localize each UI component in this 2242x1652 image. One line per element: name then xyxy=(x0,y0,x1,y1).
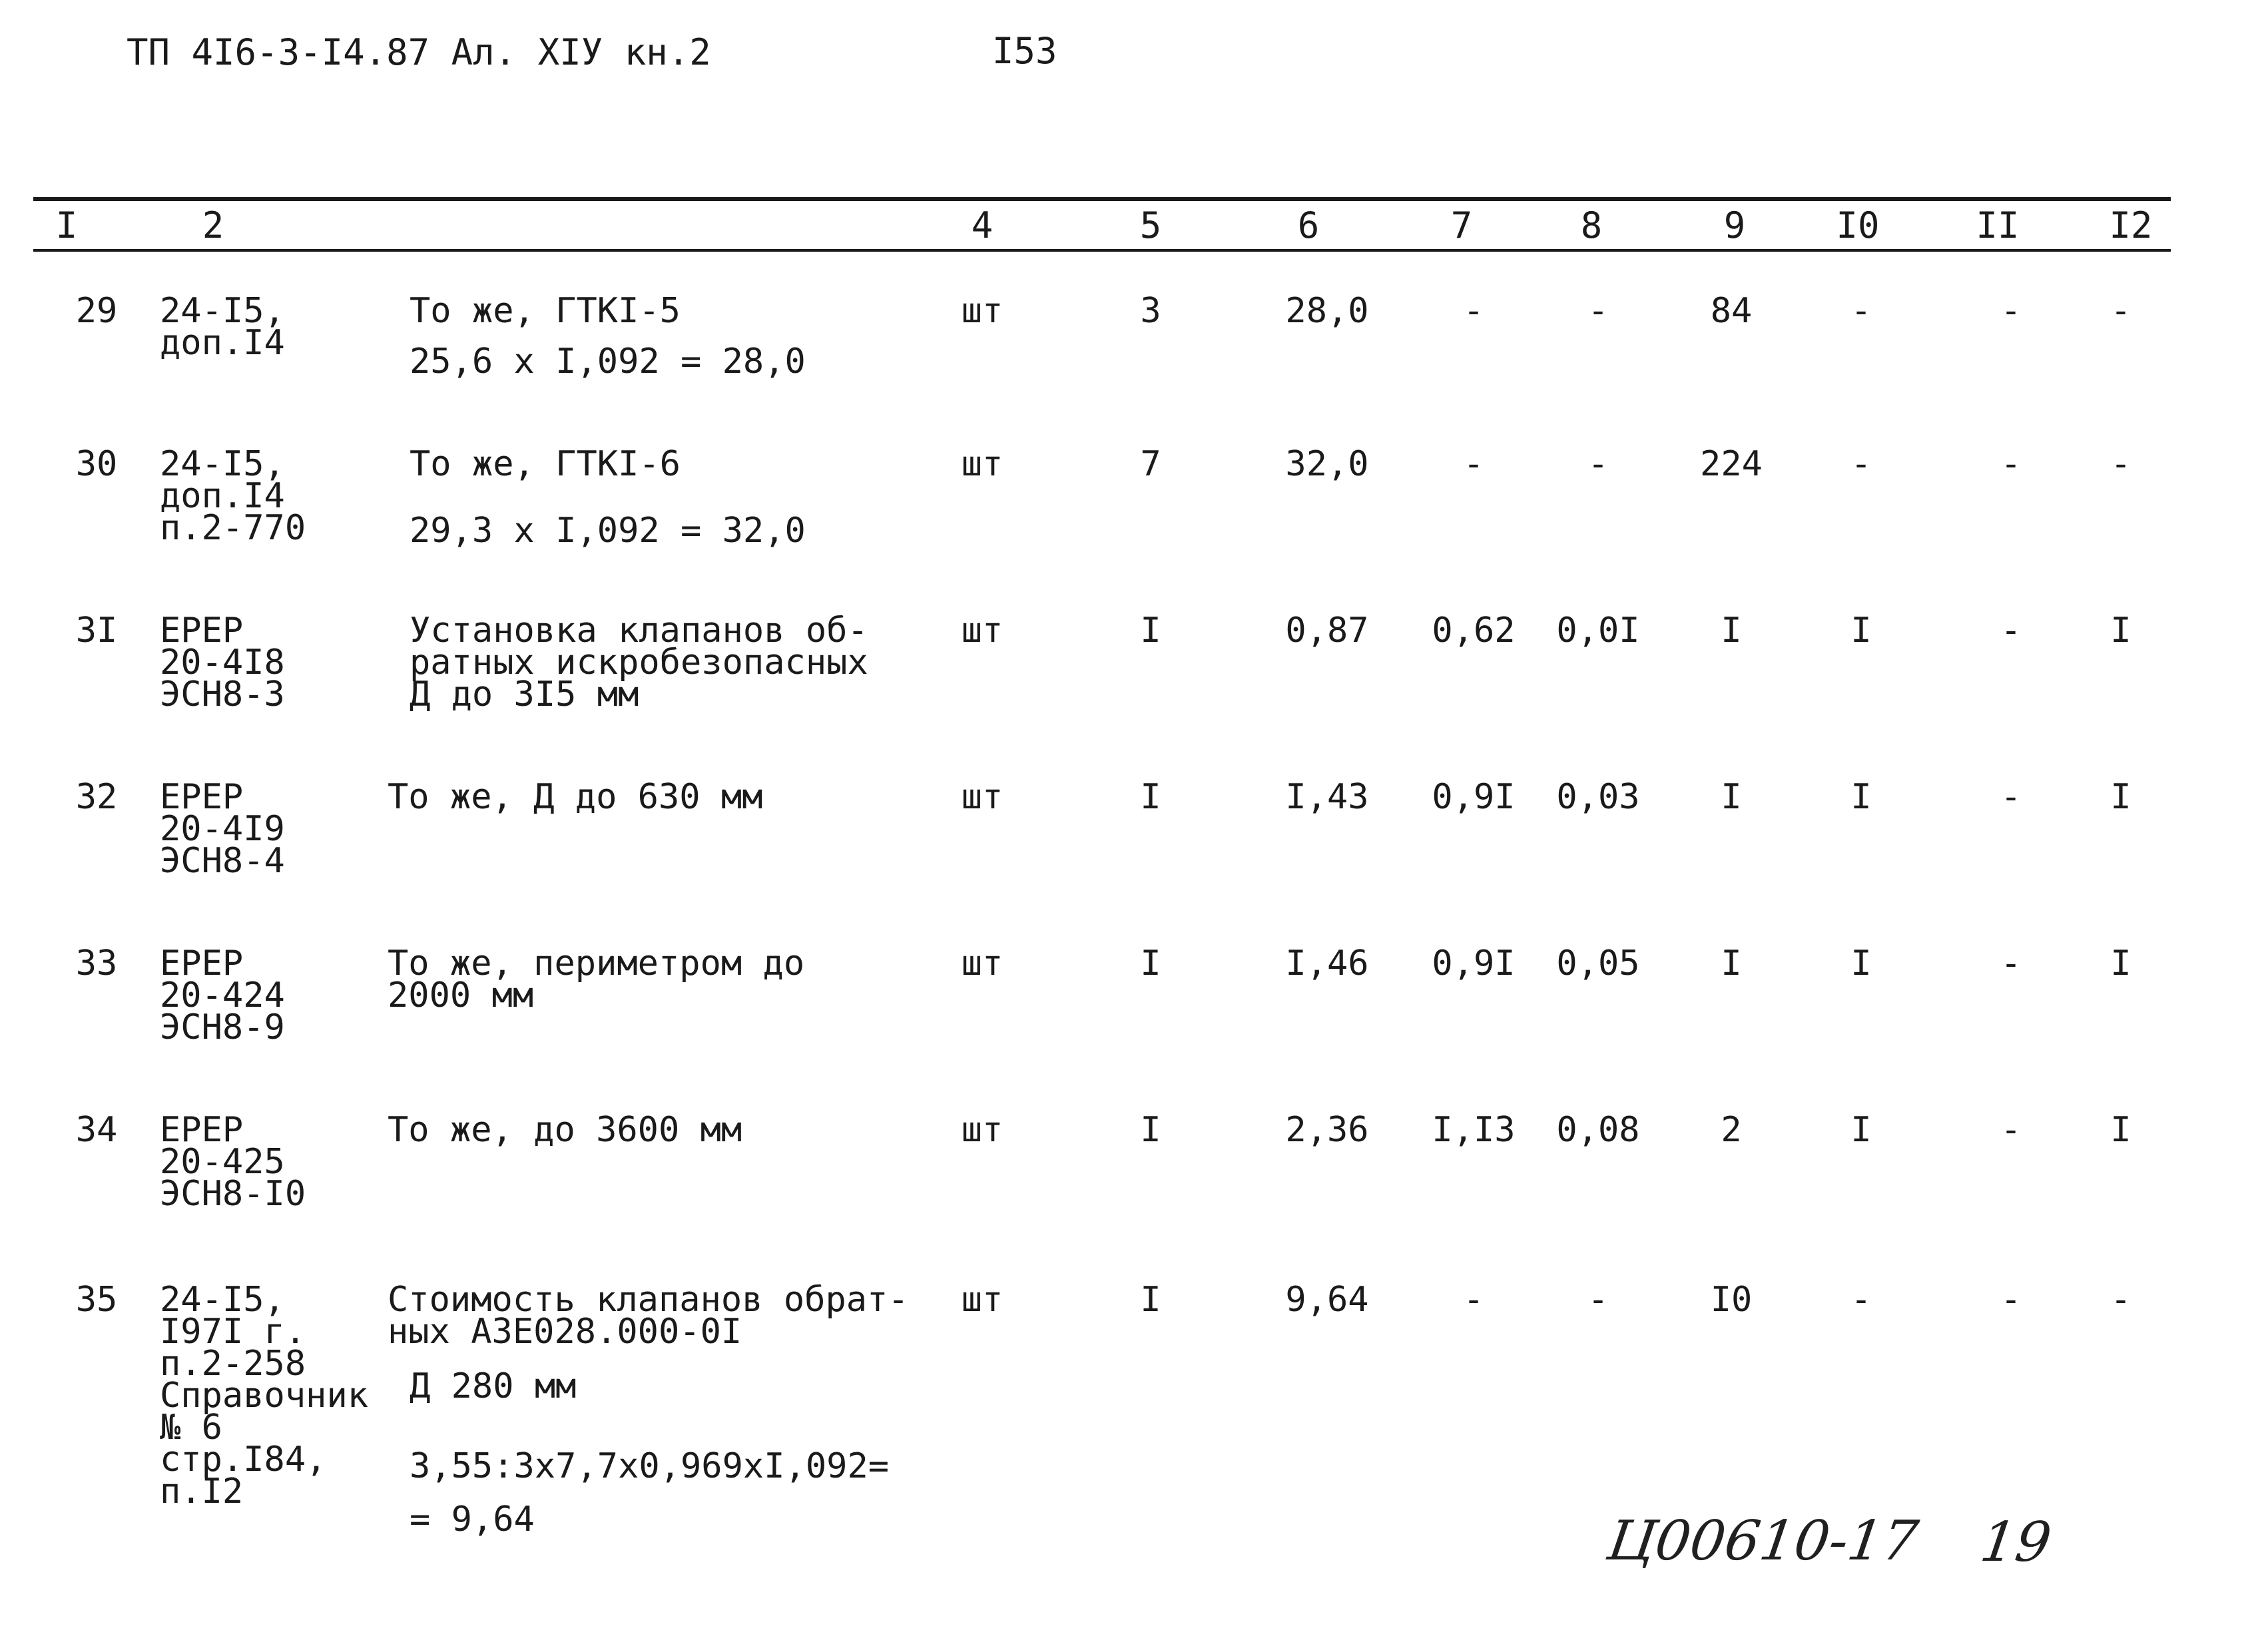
column-header-rule xyxy=(33,249,2171,252)
description-line: То же, до 3600 мм xyxy=(388,1110,742,1150)
norm-code-line: п.2-258 xyxy=(160,1344,306,1384)
row-number: 29 xyxy=(75,291,118,331)
norm-code-line: № 6 xyxy=(160,1408,222,1448)
description-line: То же, ГТКI-5 xyxy=(410,291,681,331)
norm-code-line: п.I2 xyxy=(160,1472,244,1512)
column-number-5: 6 xyxy=(1297,204,1320,246)
cell-c7: - xyxy=(1463,444,1484,484)
norm-code-line: ЕРЕР xyxy=(160,777,244,817)
norm-code-line: ЕРЕР xyxy=(160,944,244,983)
cell-qty: I xyxy=(1140,1110,1161,1150)
cell-c11: - xyxy=(2000,611,2022,651)
cell-c8: - xyxy=(1587,1280,1609,1320)
norm-code-line: ЭСН8-4 xyxy=(160,841,285,881)
row-number: 30 xyxy=(75,444,118,484)
cell-c12: - xyxy=(2110,444,2131,484)
cell-c12: I xyxy=(2110,777,2131,817)
handwritten-code: Ц00610-17 xyxy=(1603,1510,1922,1573)
column-number-6: 7 xyxy=(1450,204,1473,246)
column-number-1: I xyxy=(55,204,78,246)
column-number-9: I0 xyxy=(1836,204,1880,246)
norm-code-line: 20-4I9 xyxy=(160,809,285,849)
column-number-4: 5 xyxy=(1139,204,1162,246)
cell-c6: I,46 xyxy=(1285,944,1369,983)
cell-c9: 224 xyxy=(1700,444,1763,484)
norm-code-line: доп.I4 xyxy=(160,323,285,363)
cell-qty: I xyxy=(1140,611,1161,651)
cell-c9: 84 xyxy=(1710,291,1753,331)
row-number: 33 xyxy=(75,944,118,983)
cell-unit: шт xyxy=(961,1110,1003,1150)
cell-unit: шт xyxy=(961,444,1003,484)
cell-qty: 3 xyxy=(1140,291,1161,331)
description-line: ных АЗЕ028.000-0I xyxy=(388,1312,742,1352)
norm-code-line: стр.I84, xyxy=(160,1440,327,1480)
description-line: То же, Д до 630 мм xyxy=(388,777,763,817)
cell-c8: 0,03 xyxy=(1556,777,1640,817)
description-line: Установка клапанов об- xyxy=(410,611,868,651)
cell-c10: I xyxy=(1850,611,1872,651)
cell-c10: - xyxy=(1850,444,1872,484)
cell-c10: I xyxy=(1850,777,1872,817)
calculation-line: 3,55:3х7,7х0,969хI,092= xyxy=(410,1446,890,1486)
cell-c7: 0,62 xyxy=(1432,611,1516,651)
column-number-10: II xyxy=(1976,204,2020,246)
description-line: Д до 3I5 мм xyxy=(410,675,639,714)
norm-code-line: I97I г. xyxy=(160,1312,306,1352)
column-number-8: 9 xyxy=(1723,204,1746,246)
row-number: 32 xyxy=(75,777,118,817)
row-number: 35 xyxy=(75,1280,118,1320)
norm-code-line: ЭСН8-9 xyxy=(160,1007,285,1047)
cell-c10: I xyxy=(1850,944,1872,983)
description-line: ратных искробезопасных xyxy=(410,643,868,683)
calculation-line: = 9,64 xyxy=(410,1500,535,1539)
cell-c12: I xyxy=(2110,944,2131,983)
norm-code-line: 20-4I8 xyxy=(160,643,285,683)
cell-c11: - xyxy=(2000,777,2022,817)
norm-code-line: 24-I5, xyxy=(160,444,285,484)
calculation-line: Д 280 мм xyxy=(410,1366,577,1406)
norm-code-line: Справочник xyxy=(160,1376,369,1416)
norm-code-line: доп.I4 xyxy=(160,476,285,516)
cell-unit: шт xyxy=(961,291,1003,331)
norm-code-line: ЕРЕР xyxy=(160,611,244,651)
cell-c7: - xyxy=(1463,291,1484,331)
calculation-line: 29,3 х I,092 = 32,0 xyxy=(410,511,806,551)
cell-qty: 7 xyxy=(1140,444,1161,484)
table-top-rule xyxy=(33,197,2171,201)
cell-c7: 0,9I xyxy=(1432,944,1516,983)
norm-code-line: п.2-770 xyxy=(160,508,306,548)
column-number-2: 2 xyxy=(202,204,224,246)
cell-c9: I xyxy=(1721,944,1742,983)
cell-c9: I0 xyxy=(1710,1280,1753,1320)
cell-c12: I xyxy=(2110,1110,2131,1150)
cell-c8: - xyxy=(1587,444,1609,484)
description-line: То же, ГТКI-6 xyxy=(410,444,681,484)
document-code: ТП 4I6-3-I4.87 Ал. XIУ кн.2 xyxy=(127,31,711,73)
calculation-line: 25,6 х I,092 = 28,0 xyxy=(410,342,806,382)
row-number: 34 xyxy=(75,1110,118,1150)
cell-c12: - xyxy=(2110,291,2131,331)
handwritten-sheet-number: 19 xyxy=(1976,1511,2056,1574)
norm-code-line: 24-I5, xyxy=(160,1280,285,1320)
cell-c6: 9,64 xyxy=(1285,1280,1369,1320)
cell-c8: 0,0I xyxy=(1556,611,1640,651)
description-line: Стоимость клапанов обрат- xyxy=(388,1280,909,1320)
cell-qty: I xyxy=(1140,777,1161,817)
norm-code-line: ЕРЕР xyxy=(160,1110,244,1150)
column-number-11: I2 xyxy=(2109,204,2153,246)
cell-unit: шт xyxy=(961,777,1003,817)
cell-c8: 0,05 xyxy=(1556,944,1640,983)
cell-c8: - xyxy=(1587,291,1609,331)
cell-c10: - xyxy=(1850,291,1872,331)
cell-c11: - xyxy=(2000,291,2022,331)
cell-c6: 2,36 xyxy=(1285,1110,1369,1150)
norm-code-line: ЭСН8-I0 xyxy=(160,1174,306,1214)
norm-code-line: 24-I5, xyxy=(160,291,285,331)
description-line: 2000 мм xyxy=(388,975,534,1015)
cell-qty: I xyxy=(1140,1280,1161,1320)
cell-c6: 0,87 xyxy=(1285,611,1369,651)
norm-code-line: 20-424 xyxy=(160,975,285,1015)
cell-c11: - xyxy=(2000,1110,2022,1150)
cell-c7: - xyxy=(1463,1280,1484,1320)
cell-c12: I xyxy=(2110,611,2131,651)
cell-c9: 2 xyxy=(1721,1110,1742,1150)
cell-c12: - xyxy=(2110,1280,2131,1320)
cell-c11: - xyxy=(2000,444,2022,484)
row-number: 3I xyxy=(75,611,118,651)
cell-c10: I xyxy=(1850,1110,1872,1150)
cell-c9: I xyxy=(1721,777,1742,817)
cell-c10: - xyxy=(1850,1280,1872,1320)
cell-c11: - xyxy=(2000,1280,2022,1320)
description-line: То же, периметром до xyxy=(388,944,805,983)
column-number-3: 4 xyxy=(971,204,993,246)
cell-unit: шт xyxy=(961,611,1003,651)
cell-unit: шт xyxy=(961,944,1003,983)
page-number: I53 xyxy=(992,30,1057,72)
column-number-7: 8 xyxy=(1580,204,1603,246)
norm-code-line: ЭСН8-3 xyxy=(160,675,285,714)
cell-c6: 32,0 xyxy=(1285,444,1369,484)
cell-c6: 28,0 xyxy=(1285,291,1369,331)
cell-c7: I,I3 xyxy=(1432,1110,1516,1150)
cell-c8: 0,08 xyxy=(1556,1110,1640,1150)
cell-c6: I,43 xyxy=(1285,777,1369,817)
cell-c9: I xyxy=(1721,611,1742,651)
norm-code-line: 20-425 xyxy=(160,1142,285,1182)
cell-c7: 0,9I xyxy=(1432,777,1516,817)
cell-c11: - xyxy=(2000,944,2022,983)
cell-unit: шт xyxy=(961,1280,1003,1320)
cell-qty: I xyxy=(1140,944,1161,983)
